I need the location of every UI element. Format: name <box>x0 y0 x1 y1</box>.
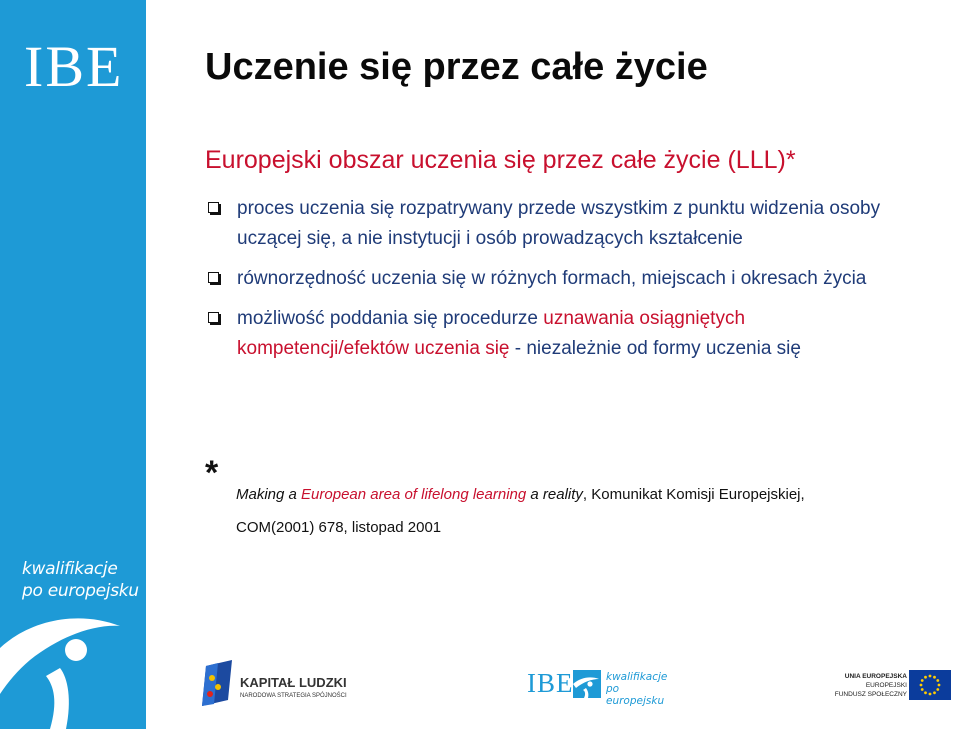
bullet-item <box>205 264 935 294</box>
page-title: Uczenie się przez całe życie <box>205 46 708 88</box>
ibe-kwalifikacje-logo <box>527 668 677 707</box>
checkbox-bullet-icon <box>208 202 219 213</box>
kapital-ludzki-emblem-icon <box>198 660 234 706</box>
person-figure-icon <box>0 590 146 729</box>
person-figure-icon <box>573 670 601 698</box>
footnote: Making a European area of lifelong learning a reality, Komunikat Komisji Europejskiej, COM(2001) 678, listopad 2001 <box>236 486 805 536</box>
eu-fund-logo <box>834 668 955 704</box>
ibe-square-icon <box>573 670 601 698</box>
bullet-text: równorzędność uczenia się w różnych formach, miejscach i okresach życia <box>237 268 867 289</box>
kapital-ludzki-logo <box>198 660 368 708</box>
ibe-small-logo: IBE <box>527 668 574 698</box>
bullet-text: proces uczenia się rozpatrywany przede wszystkim z punktu widzenia osoby uczącej się, a nie instytucji i osób prowadzących kształcenie <box>237 198 881 249</box>
eu-flag-icon <box>909 670 951 700</box>
checkbox-bullet-icon <box>208 272 219 283</box>
sidebar <box>0 0 146 729</box>
footnote-asterisk: * <box>205 454 219 492</box>
ibe-small-tagline: kwalifikacje po europejsku <box>606 671 668 707</box>
kapital-ludzki-title: KAPITAŁ LUDZKI <box>240 675 347 690</box>
bullet-list <box>205 194 935 374</box>
bullet-item <box>205 304 935 364</box>
highlight-text: kompetencji/efektów uczenia się <box>237 338 510 359</box>
eu-fund-text: UNIA EUROPEJSKA EUROPEJSKI FUNDUSZ SPOŁECZNY <box>834 673 907 698</box>
kapital-ludzki-subtitle: NARODOWA STRATEGIA SPÓJNOŚCI <box>240 693 347 699</box>
highlight-text: uznawania osiągniętych <box>543 308 746 329</box>
bullet-item <box>205 194 935 254</box>
ibe-logo: IBE <box>24 34 124 99</box>
subtitle: Europejski obszar uczenia się przez całe życie (LLL)* <box>205 146 796 174</box>
bullet-text: możliwość poddania się procedurze uznawania osiągniętych kompetencji/efektów uczenia się - niezależnie od formy uczenia się <box>237 308 801 359</box>
sidebar-tagline: kwalifikacje po europejsku <box>22 559 139 601</box>
checkbox-bullet-icon <box>208 312 219 323</box>
